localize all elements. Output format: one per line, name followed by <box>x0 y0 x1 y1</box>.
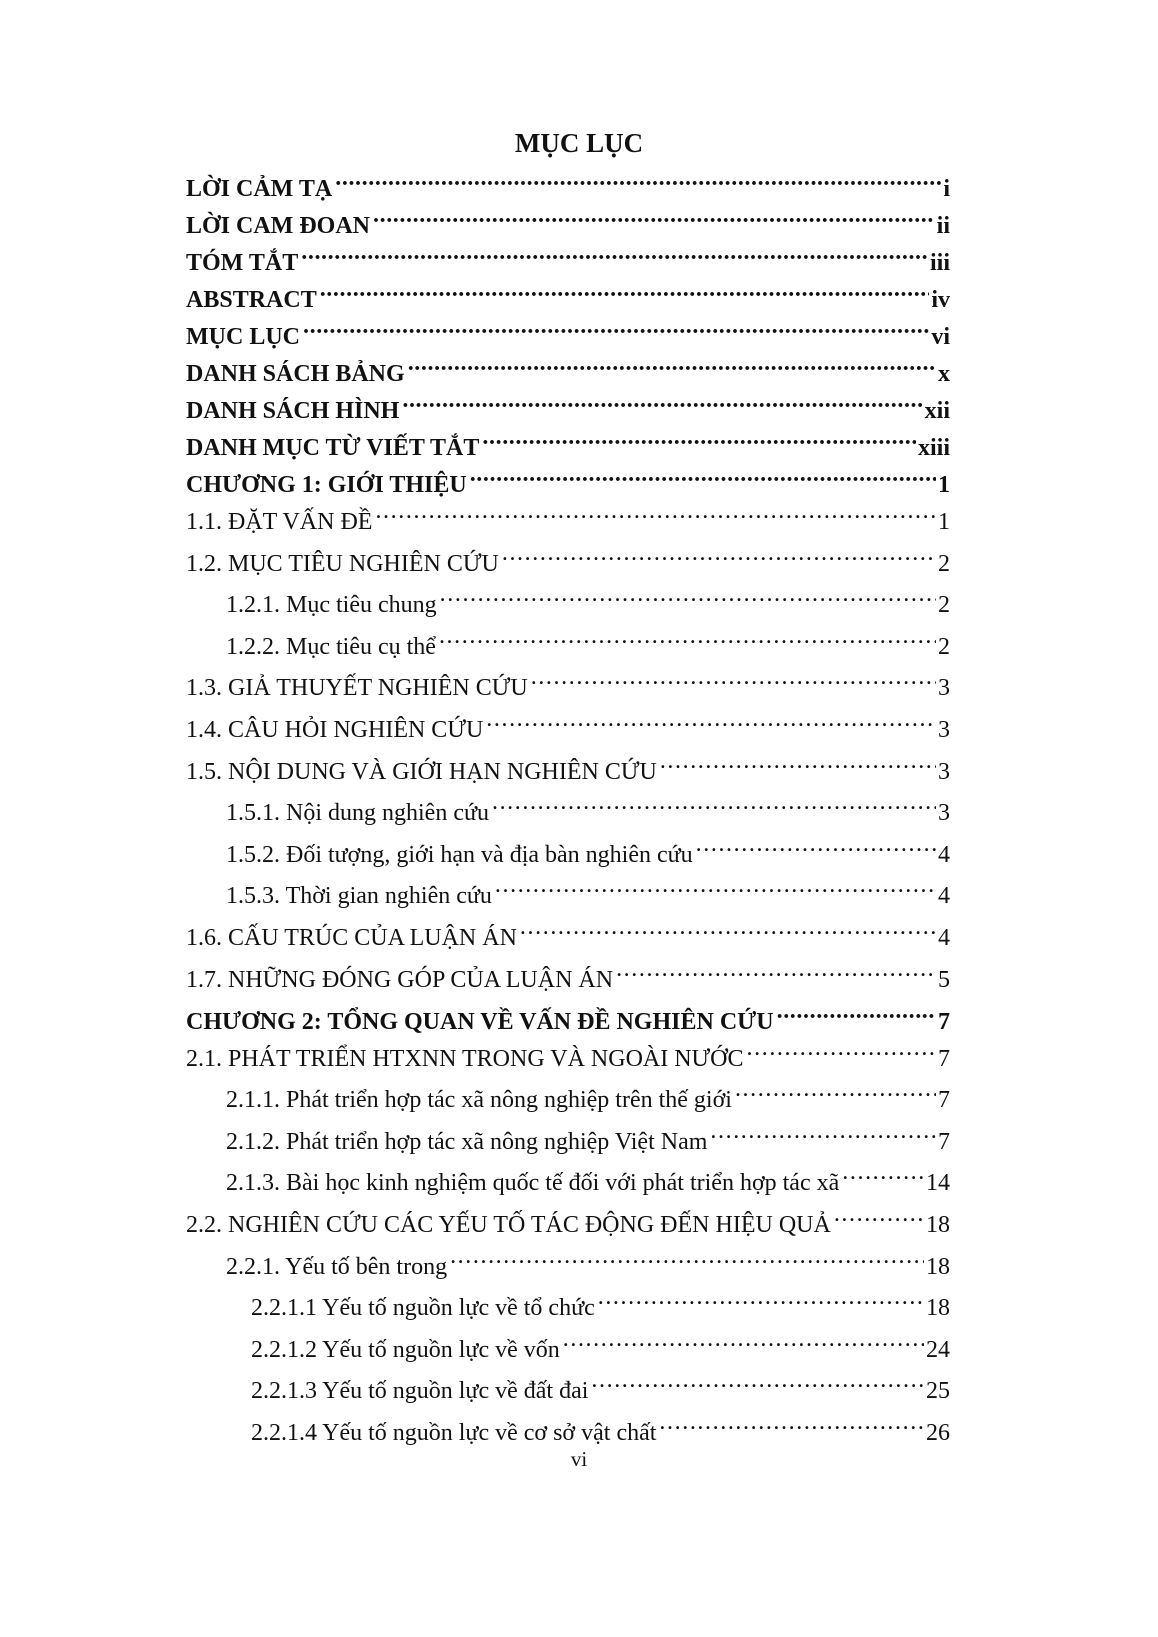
toc-entry[interactable] <box>226 828 950 868</box>
dot-leader <box>777 995 936 1029</box>
toc-entry-label: DANH SÁCH HÌNH <box>186 398 400 424</box>
toc-entry-label: 2.2.1.1 Yếu tố nguồn lực về tổ chức <box>251 1295 595 1322</box>
toc-entry-page: 18 <box>926 1212 950 1238</box>
toc-entry[interactable] <box>226 1156 950 1197</box>
toc-entry-page: 18 <box>926 1253 950 1280</box>
toc-entry-label: 2.1.1. Phát triển hợp tác xã nông nghiệp trên thế giới <box>226 1087 732 1114</box>
toc-entry[interactable] <box>251 1281 950 1322</box>
page-title: MỤC LỤC <box>514 128 644 158</box>
dot-leader <box>710 1115 936 1149</box>
dot-leader <box>492 786 936 820</box>
dot-leader <box>439 620 936 654</box>
toc-entry[interactable] <box>186 537 950 577</box>
toc-entry[interactable] <box>226 1115 950 1155</box>
toc-entry-page: 14 <box>926 1170 950 1197</box>
toc-entry[interactable] <box>186 703 950 743</box>
dot-leader <box>495 869 936 903</box>
dot-leader <box>660 745 936 779</box>
toc-entry-page: 7 <box>938 1128 950 1155</box>
dot-leader <box>502 537 936 571</box>
toc-entry-label: DANH SÁCH BẢNG <box>186 361 405 387</box>
toc-entry-label: 1.5.2. Đối tượng, giới hạn và địa bàn nghiên cứu <box>226 841 693 868</box>
toc-entry-label: DANH MỤC TỪ VIẾT TẮT <box>186 435 480 461</box>
toc-entry-page: 4 <box>938 925 950 951</box>
dot-leader <box>320 273 930 307</box>
toc-entry-page: vi <box>931 324 950 350</box>
toc-entry[interactable] <box>226 620 950 660</box>
toc-entry[interactable] <box>186 421 950 461</box>
toc-entry-page: 3 <box>938 800 950 827</box>
toc-entry[interactable] <box>186 199 950 239</box>
toc-entry[interactable] <box>186 495 950 535</box>
toc-entry-page: xiii <box>917 435 950 461</box>
toc-entry[interactable] <box>186 1032 950 1072</box>
dot-leader <box>482 421 916 455</box>
dot-leader <box>842 1156 924 1190</box>
toc-entry[interactable] <box>186 1198 950 1238</box>
toc-entry-page: 4 <box>938 883 950 910</box>
page-number: vi <box>570 1447 588 1471</box>
toc-entry-page: 26 <box>926 1420 950 1446</box>
dot-leader <box>747 1032 936 1066</box>
toc-entry-label: 1.2.1. Mục tiêu chung <box>226 592 437 619</box>
dot-leader <box>598 1281 924 1315</box>
toc-entry-label: 1.7. NHỮNG ĐÓNG GÓP CỦA LUẬN ÁN <box>186 966 614 993</box>
toc-entry-page: 5 <box>938 966 950 993</box>
toc-entry-page: x <box>938 361 950 387</box>
toc-entry-label: 2.1.2. Phát triển hợp tác xã nông nghiệp Việt Nam <box>226 1128 708 1155</box>
toc-entry-page: 2 <box>938 550 950 577</box>
toc-entry-label: 1.6. CẤU TRÚC CỦA LUẬN ÁN <box>186 925 517 951</box>
toc-entry[interactable] <box>186 661 950 702</box>
toc-entry-label: 2.2.1.3 Yếu tố nguồn lực về đất đai <box>251 1378 589 1405</box>
toc-entry-page: iv <box>931 287 950 313</box>
toc-entry-page: 7 <box>938 1087 950 1114</box>
toc-entry-page: 3 <box>938 758 950 785</box>
toc-entry-label: 1.2. MỤC TIÊU NGHIÊN CỨU <box>186 550 499 577</box>
toc-entry-page: 2 <box>938 592 950 619</box>
toc-entry-label: TÓM TẮT <box>186 250 299 276</box>
dot-leader <box>735 1073 936 1107</box>
toc-entry[interactable] <box>251 1364 950 1405</box>
toc-entry[interactable] <box>186 995 950 1035</box>
toc-entry[interactable] <box>186 236 950 276</box>
dot-leader <box>486 703 936 737</box>
toc-entry-page: xii <box>924 398 950 424</box>
toc-entry[interactable] <box>226 1240 950 1280</box>
toc-entry[interactable] <box>226 1073 950 1114</box>
toc-entry[interactable] <box>186 310 950 350</box>
dot-leader <box>520 911 936 945</box>
toc-entry-page: 1 <box>938 472 950 498</box>
toc-entry-label: 2.2. NGHIÊN CỨU CÁC YẾU TỐ TÁC ĐỘNG ĐẾN HIỆU QUẢ <box>186 1212 831 1238</box>
toc-entry-label: 2.2.1.2 Yếu tố nguồn lực về vốn <box>251 1336 560 1363</box>
dot-leader <box>402 384 922 418</box>
toc-entry[interactable] <box>186 911 950 951</box>
toc-entry-label: 1.4. CÂU HỎI NGHIÊN CỨU <box>186 717 484 743</box>
toc-entry[interactable] <box>251 1406 950 1446</box>
toc-entry-page: 7 <box>938 1045 950 1072</box>
toc-entry-page: iii <box>929 250 950 276</box>
dot-leader <box>834 1198 924 1232</box>
toc-entry-label: 1.1. ĐẶT VẤN ĐỀ <box>186 509 373 535</box>
dot-leader <box>696 828 936 862</box>
toc-entry[interactable] <box>251 1323 950 1363</box>
dot-leader <box>563 1323 924 1357</box>
toc-entry-label: LỜI CAM ĐOAN <box>186 213 370 239</box>
toc-entry[interactable] <box>186 458 950 498</box>
dot-leader <box>531 661 936 695</box>
toc-entry-label: ABSTRACT <box>186 287 317 313</box>
toc-entry[interactable] <box>226 786 950 827</box>
toc-entry-page: 3 <box>938 717 950 743</box>
dot-leader <box>470 458 936 492</box>
toc-entry[interactable] <box>186 953 950 993</box>
toc-entry-page: ii <box>936 213 950 239</box>
dot-leader <box>375 495 936 529</box>
dot-leader <box>408 347 936 381</box>
toc-entry-label: 2.1. PHÁT TRIỂN HTXNN TRONG VÀ NGOÀI NƯỚC <box>186 1045 744 1072</box>
toc-entry-label: 1.5. NỘI DUNG VÀ GIỚI HẠN NGHIÊN CỨU <box>186 758 657 785</box>
toc-entry-label: MỤC LỤC <box>186 324 300 350</box>
toc-entry-page: 3 <box>938 675 950 702</box>
toc-entry[interactable] <box>226 578 950 619</box>
toc-entry-page: 25 <box>926 1378 950 1405</box>
toc-entry[interactable] <box>186 273 950 313</box>
toc-entry-label: CHƯƠNG 2: TỔNG QUAN VỀ VẤN ĐỀ NGHIÊN CỨU <box>186 1008 774 1035</box>
toc-entry[interactable] <box>186 347 950 387</box>
toc-entry-page: 4 <box>938 841 950 868</box>
dot-leader <box>450 1240 924 1274</box>
toc-entry-page: 18 <box>926 1295 950 1322</box>
toc-entry[interactable] <box>186 162 950 202</box>
toc-entry-label: 2.2.1. Yếu tố bên trong <box>226 1253 448 1280</box>
dot-leader <box>591 1364 924 1398</box>
toc-entry[interactable] <box>186 745 950 785</box>
toc-entry-label: LỜI CẢM TẠ <box>186 176 333 202</box>
toc-entry-label: 1.3. GIẢ THUYẾT NGHIÊN CỨU <box>186 675 528 702</box>
dot-leader <box>301 236 928 270</box>
toc-entry-label: 2.1.3. Bài học kinh nghiệm quốc tế đối với phát triển hợp tác xã <box>226 1170 840 1197</box>
dot-leader <box>303 310 929 344</box>
toc-entry-label: CHƯƠNG 1: GIỚI THIỆU <box>186 472 467 498</box>
toc-entry-label: 2.2.1.4 Yếu tố nguồn lực về cơ sở vật chất <box>251 1420 657 1446</box>
toc-entry-page: 1 <box>938 509 950 535</box>
toc-entry-page: 2 <box>938 633 950 660</box>
dot-leader <box>335 162 941 196</box>
dot-leader <box>440 578 936 612</box>
toc-entry-label: 1.5.1. Nội dung nghiên cứu <box>226 800 489 827</box>
toc-entry[interactable] <box>226 869 950 910</box>
dot-leader <box>659 1406 924 1440</box>
toc-entry-page: i <box>943 176 950 202</box>
toc-entry-label: 1.5.3. Thời gian nghiên cứu <box>226 883 492 910</box>
toc-entry-page: 7 <box>938 1008 950 1035</box>
dot-leader <box>616 953 936 987</box>
toc-entry-label: 1.2.2. Mục tiêu cụ thể <box>226 633 436 660</box>
toc-entry[interactable] <box>186 384 950 424</box>
toc-entry-page: 24 <box>926 1336 950 1363</box>
dot-leader <box>373 199 935 233</box>
